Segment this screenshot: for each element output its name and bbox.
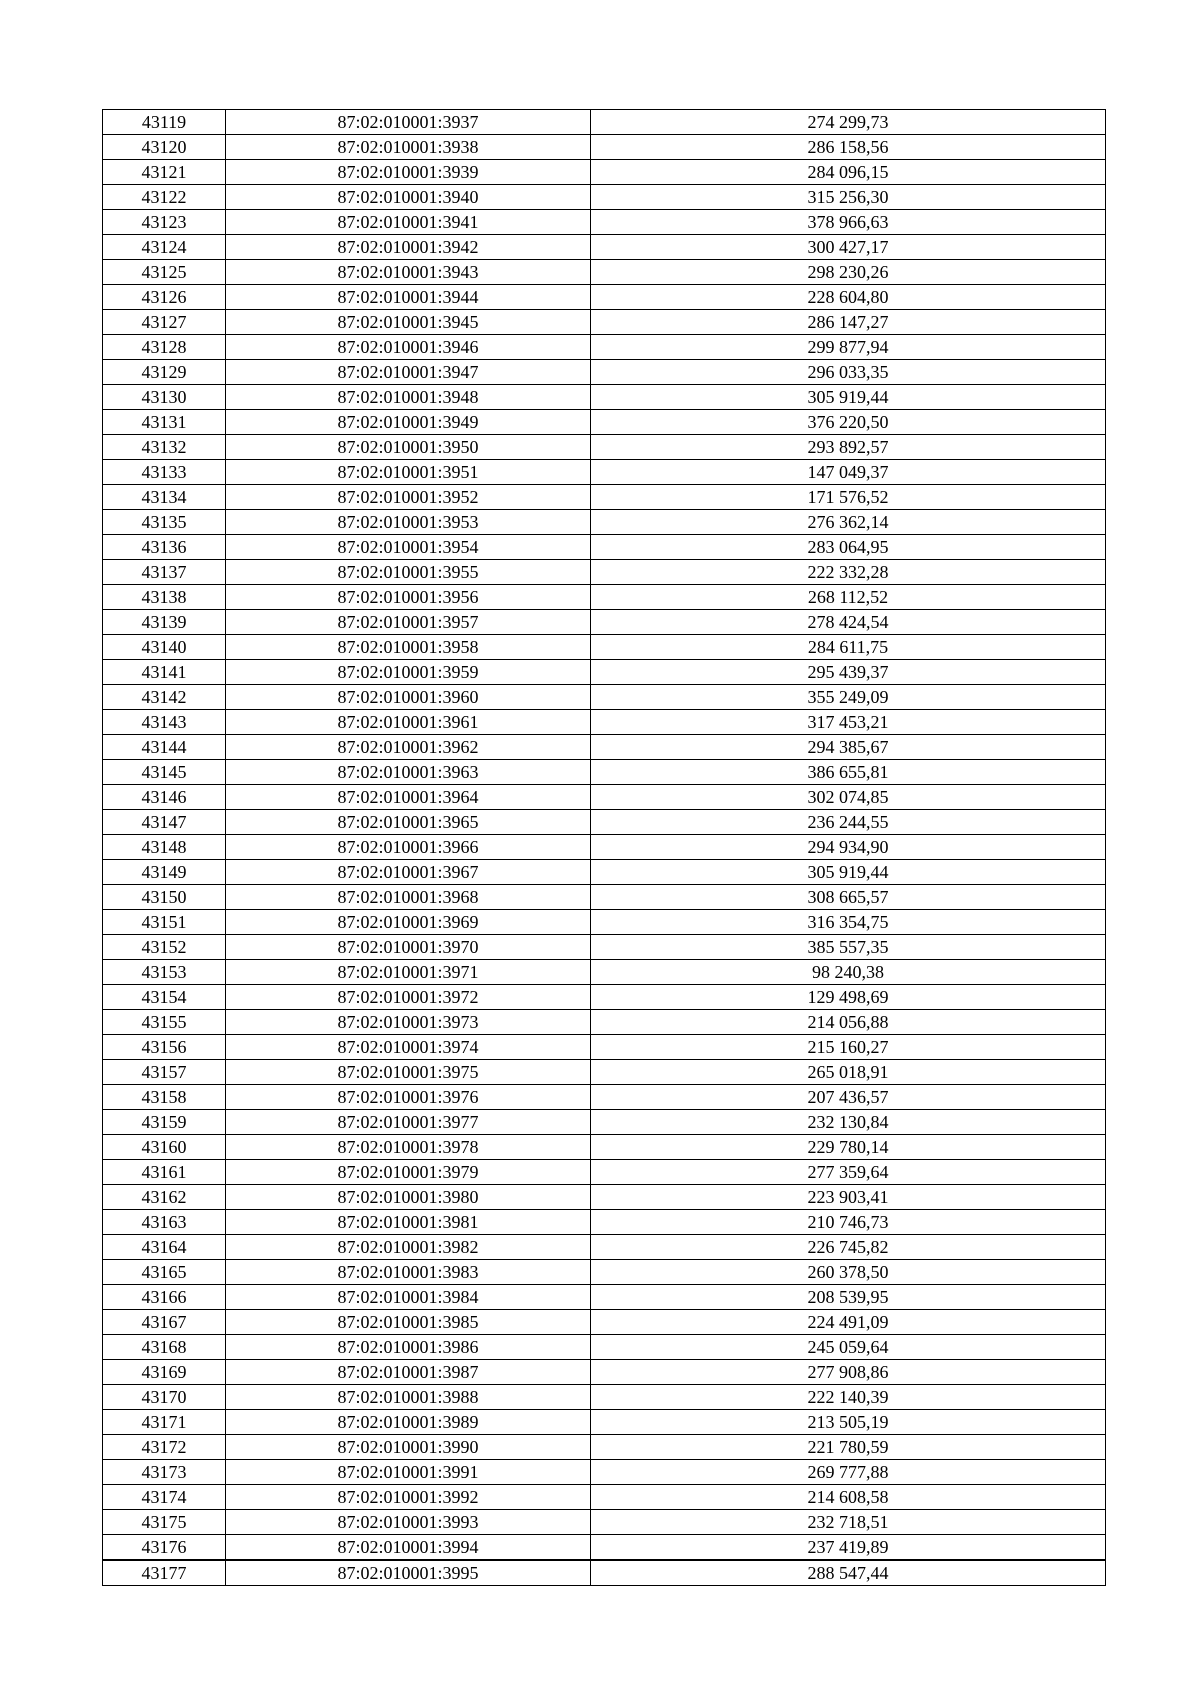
row-number-cell: 43177 [103, 1560, 226, 1586]
value-cell: 269 777,88 [591, 1460, 1106, 1485]
row-number-cell: 43161 [103, 1160, 226, 1185]
cadastral-number-cell: 87:02:010001:3987 [226, 1360, 591, 1385]
value-cell: 245 059,64 [591, 1335, 1106, 1360]
row-number-cell: 43127 [103, 310, 226, 335]
table-row [103, 1185, 1106, 1210]
table-row [103, 1560, 1106, 1586]
row-number-cell: 43133 [103, 460, 226, 485]
table-row [103, 110, 1106, 135]
table-row [103, 735, 1106, 760]
row-number-cell: 43152 [103, 935, 226, 960]
value-cell: 147 049,37 [591, 460, 1106, 485]
value-cell: 284 096,15 [591, 160, 1106, 185]
cadastral-number-cell: 87:02:010001:3975 [226, 1060, 591, 1085]
cadastral-number-cell: 87:02:010001:3954 [226, 535, 591, 560]
table-row [103, 935, 1106, 960]
cadastral-number-cell: 87:02:010001:3968 [226, 885, 591, 910]
value-cell: 288 547,44 [591, 1560, 1106, 1586]
table-row [103, 960, 1106, 985]
value-cell: 300 427,17 [591, 235, 1106, 260]
row-number-cell: 43123 [103, 210, 226, 235]
table-row [103, 685, 1106, 710]
table-row [103, 485, 1106, 510]
cadastral-number-cell: 87:02:010001:3948 [226, 385, 591, 410]
table-row [103, 1435, 1106, 1460]
row-number-cell: 43154 [103, 985, 226, 1010]
cadastral-number-cell: 87:02:010001:3950 [226, 435, 591, 460]
value-cell: 210 746,73 [591, 1210, 1106, 1235]
value-cell: 299 877,94 [591, 335, 1106, 360]
table-row [103, 285, 1106, 310]
value-cell: 98 240,38 [591, 960, 1106, 985]
row-number-cell: 43171 [103, 1410, 226, 1435]
cadastral-number-cell: 87:02:010001:3979 [226, 1160, 591, 1185]
value-cell: 278 424,54 [591, 610, 1106, 635]
row-number-cell: 43163 [103, 1210, 226, 1235]
cadastral-number-cell: 87:02:010001:3939 [226, 160, 591, 185]
table-row [103, 985, 1106, 1010]
cadastral-number-cell: 87:02:010001:3988 [226, 1385, 591, 1410]
table-row [103, 1410, 1106, 1435]
table-row [103, 835, 1106, 860]
cadastral-number-cell: 87:02:010001:3985 [226, 1310, 591, 1335]
row-number-cell: 43134 [103, 485, 226, 510]
value-cell: 232 718,51 [591, 1510, 1106, 1535]
value-cell: 274 299,73 [591, 110, 1106, 135]
row-number-cell: 43146 [103, 785, 226, 810]
cadastral-number-cell: 87:02:010001:3956 [226, 585, 591, 610]
value-cell: 277 359,64 [591, 1160, 1106, 1185]
row-number-cell: 43144 [103, 735, 226, 760]
row-number-cell: 43159 [103, 1110, 226, 1135]
value-cell: 222 140,39 [591, 1385, 1106, 1410]
cadastral-number-cell: 87:02:010001:3959 [226, 660, 591, 685]
row-number-cell: 43173 [103, 1460, 226, 1485]
row-number-cell: 43167 [103, 1310, 226, 1335]
table-row [103, 635, 1106, 660]
cadastral-number-cell: 87:02:010001:3967 [226, 860, 591, 885]
table-row [103, 185, 1106, 210]
value-cell: 260 378,50 [591, 1260, 1106, 1285]
row-number-cell: 43169 [103, 1360, 226, 1385]
cadastral-number-cell: 87:02:010001:3955 [226, 560, 591, 585]
row-number-cell: 43145 [103, 760, 226, 785]
value-cell: 283 064,95 [591, 535, 1106, 560]
table-row [103, 1385, 1106, 1410]
table-row [103, 785, 1106, 810]
value-cell: 129 498,69 [591, 985, 1106, 1010]
cadastral-number-cell: 87:02:010001:3966 [226, 835, 591, 860]
table-row [103, 760, 1106, 785]
row-number-cell: 43153 [103, 960, 226, 985]
row-number-cell: 43138 [103, 585, 226, 610]
table-body [103, 110, 1106, 1586]
cadastral-number-cell: 87:02:010001:3993 [226, 1510, 591, 1535]
value-cell: 378 966,63 [591, 210, 1106, 235]
row-number-cell: 43129 [103, 360, 226, 385]
cadastral-number-cell: 87:02:010001:3952 [226, 485, 591, 510]
cadastral-number-cell: 87:02:010001:3990 [226, 1435, 591, 1460]
table-row [103, 135, 1106, 160]
row-number-cell: 43172 [103, 1435, 226, 1460]
row-number-cell: 43165 [103, 1260, 226, 1285]
row-number-cell: 43160 [103, 1135, 226, 1160]
value-cell: 376 220,50 [591, 410, 1106, 435]
row-number-cell: 43155 [103, 1010, 226, 1035]
table-row [103, 235, 1106, 260]
value-cell: 305 919,44 [591, 385, 1106, 410]
value-cell: 214 056,88 [591, 1010, 1106, 1035]
table-row [103, 1510, 1106, 1535]
cadastral-number-cell: 87:02:010001:3969 [226, 910, 591, 935]
value-cell: 286 158,56 [591, 135, 1106, 160]
row-number-cell: 43156 [103, 1035, 226, 1060]
row-number-cell: 43120 [103, 135, 226, 160]
cadastral-number-cell: 87:02:010001:3977 [226, 1110, 591, 1135]
row-number-cell: 43128 [103, 335, 226, 360]
row-number-cell: 43166 [103, 1285, 226, 1310]
cadastral-number-cell: 87:02:010001:3989 [226, 1410, 591, 1435]
row-number-cell: 43125 [103, 260, 226, 285]
value-cell: 228 604,80 [591, 285, 1106, 310]
table-row [103, 560, 1106, 585]
cadastral-number-cell: 87:02:010001:3960 [226, 685, 591, 710]
cadastral-value-table [102, 109, 1106, 1586]
cadastral-number-cell: 87:02:010001:3940 [226, 185, 591, 210]
cadastral-number-cell: 87:02:010001:3942 [226, 235, 591, 260]
value-cell: 223 903,41 [591, 1185, 1106, 1210]
row-number-cell: 43149 [103, 860, 226, 885]
value-cell: 386 655,81 [591, 760, 1106, 785]
cadastral-number-cell: 87:02:010001:3961 [226, 710, 591, 735]
row-number-cell: 43136 [103, 535, 226, 560]
table-row [103, 1010, 1106, 1035]
table-row [103, 810, 1106, 835]
row-number-cell: 43135 [103, 510, 226, 535]
value-cell: 208 539,95 [591, 1285, 1106, 1310]
cadastral-number-cell: 87:02:010001:3938 [226, 135, 591, 160]
value-cell: 295 439,37 [591, 660, 1106, 685]
value-cell: 284 611,75 [591, 635, 1106, 660]
value-cell: 236 244,55 [591, 810, 1106, 835]
value-cell: 316 354,75 [591, 910, 1106, 935]
row-number-cell: 43162 [103, 1185, 226, 1210]
cadastral-number-cell: 87:02:010001:3957 [226, 610, 591, 635]
value-cell: 207 436,57 [591, 1085, 1106, 1110]
cadastral-number-cell: 87:02:010001:3991 [226, 1460, 591, 1485]
value-cell: 265 018,91 [591, 1060, 1106, 1085]
row-number-cell: 43168 [103, 1335, 226, 1360]
value-cell: 276 362,14 [591, 510, 1106, 535]
value-cell: 222 332,28 [591, 560, 1106, 585]
table-row [103, 310, 1106, 335]
row-number-cell: 43137 [103, 560, 226, 585]
value-cell: 355 249,09 [591, 685, 1106, 710]
row-number-cell: 43176 [103, 1535, 226, 1561]
value-cell: 385 557,35 [591, 935, 1106, 960]
cadastral-number-cell: 87:02:010001:3978 [226, 1135, 591, 1160]
value-cell: 215 160,27 [591, 1035, 1106, 1060]
row-number-cell: 43151 [103, 910, 226, 935]
table-row [103, 885, 1106, 910]
table-row [103, 610, 1106, 635]
cadastral-number-cell: 87:02:010001:3994 [226, 1535, 591, 1561]
row-number-cell: 43139 [103, 610, 226, 635]
value-cell: 293 892,57 [591, 435, 1106, 460]
cadastral-number-cell: 87:02:010001:3958 [226, 635, 591, 660]
table-row [103, 1360, 1106, 1385]
table-row [103, 1060, 1106, 1085]
cadastral-number-cell: 87:02:010001:3970 [226, 935, 591, 960]
table-row [103, 410, 1106, 435]
cadastral-number-cell: 87:02:010001:3984 [226, 1285, 591, 1310]
row-number-cell: 43157 [103, 1060, 226, 1085]
table-row [103, 385, 1106, 410]
cadastral-number-cell: 87:02:010001:3937 [226, 110, 591, 135]
cadastral-number-cell: 87:02:010001:3973 [226, 1010, 591, 1035]
cadastral-number-cell: 87:02:010001:3965 [226, 810, 591, 835]
row-number-cell: 43175 [103, 1510, 226, 1535]
cadastral-number-cell: 87:02:010001:3953 [226, 510, 591, 535]
row-number-cell: 43150 [103, 885, 226, 910]
value-cell: 224 491,09 [591, 1310, 1106, 1335]
cadastral-number-cell: 87:02:010001:3949 [226, 410, 591, 435]
cadastral-number-cell: 87:02:010001:3945 [226, 310, 591, 335]
row-number-cell: 43164 [103, 1235, 226, 1260]
table-row [103, 1535, 1106, 1561]
table-row [103, 260, 1106, 285]
row-number-cell: 43174 [103, 1485, 226, 1510]
value-cell: 302 074,85 [591, 785, 1106, 810]
table-row [103, 535, 1106, 560]
table-row [103, 460, 1106, 485]
value-cell: 214 608,58 [591, 1485, 1106, 1510]
table-row [103, 1285, 1106, 1310]
table-row [103, 1160, 1106, 1185]
row-number-cell: 43124 [103, 235, 226, 260]
value-cell: 286 147,27 [591, 310, 1106, 335]
value-cell: 296 033,35 [591, 360, 1106, 385]
table-row [103, 1035, 1106, 1060]
value-cell: 294 934,90 [591, 835, 1106, 860]
cadastral-number-cell: 87:02:010001:3951 [226, 460, 591, 485]
row-number-cell: 43121 [103, 160, 226, 185]
value-cell: 317 453,21 [591, 710, 1106, 735]
row-number-cell: 43147 [103, 810, 226, 835]
row-number-cell: 43130 [103, 385, 226, 410]
value-cell: 229 780,14 [591, 1135, 1106, 1160]
table-row [103, 1460, 1106, 1485]
value-cell: 226 745,82 [591, 1235, 1106, 1260]
table-row [103, 585, 1106, 610]
cadastral-number-cell: 87:02:010001:3963 [226, 760, 591, 785]
table-row [103, 1085, 1106, 1110]
row-number-cell: 43170 [103, 1385, 226, 1410]
table-row [103, 1235, 1106, 1260]
table-row [103, 660, 1106, 685]
cadastral-number-cell: 87:02:010001:3964 [226, 785, 591, 810]
cadastral-number-cell: 87:02:010001:3947 [226, 360, 591, 385]
row-number-cell: 43140 [103, 635, 226, 660]
cadastral-number-cell: 87:02:010001:3980 [226, 1185, 591, 1210]
value-cell: 315 256,30 [591, 185, 1106, 210]
row-number-cell: 43122 [103, 185, 226, 210]
row-number-cell: 43126 [103, 285, 226, 310]
row-number-cell: 43132 [103, 435, 226, 460]
table-row [103, 335, 1106, 360]
cadastral-number-cell: 87:02:010001:3995 [226, 1560, 591, 1586]
value-cell: 171 576,52 [591, 485, 1106, 510]
value-cell: 268 112,52 [591, 585, 1106, 610]
table-row [103, 1135, 1106, 1160]
table-row [103, 710, 1106, 735]
cadastral-number-cell: 87:02:010001:3972 [226, 985, 591, 1010]
table-row [103, 360, 1106, 385]
table-row [103, 1260, 1106, 1285]
table-row [103, 1485, 1106, 1510]
cadastral-number-cell: 87:02:010001:3971 [226, 960, 591, 985]
table-row [103, 1335, 1106, 1360]
value-cell: 221 780,59 [591, 1435, 1106, 1460]
row-number-cell: 43143 [103, 710, 226, 735]
table-row [103, 860, 1106, 885]
document-table-container [102, 109, 1105, 1586]
value-cell: 213 505,19 [591, 1410, 1106, 1435]
row-number-cell: 43119 [103, 110, 226, 135]
value-cell: 277 908,86 [591, 1360, 1106, 1385]
value-cell: 308 665,57 [591, 885, 1106, 910]
value-cell: 305 919,44 [591, 860, 1106, 885]
row-number-cell: 43142 [103, 685, 226, 710]
row-number-cell: 43141 [103, 660, 226, 685]
value-cell: 232 130,84 [591, 1110, 1106, 1135]
table-row [103, 910, 1106, 935]
cadastral-number-cell: 87:02:010001:3943 [226, 260, 591, 285]
cadastral-number-cell: 87:02:010001:3974 [226, 1035, 591, 1060]
cadastral-number-cell: 87:02:010001:3976 [226, 1085, 591, 1110]
table-row [103, 435, 1106, 460]
cadastral-number-cell: 87:02:010001:3944 [226, 285, 591, 310]
table-row [103, 1310, 1106, 1335]
cadastral-number-cell: 87:02:010001:3992 [226, 1485, 591, 1510]
table-row [103, 160, 1106, 185]
cadastral-number-cell: 87:02:010001:3962 [226, 735, 591, 760]
table-row [103, 1210, 1106, 1235]
value-cell: 294 385,67 [591, 735, 1106, 760]
cadastral-number-cell: 87:02:010001:3986 [226, 1335, 591, 1360]
cadastral-number-cell: 87:02:010001:3983 [226, 1260, 591, 1285]
cadastral-number-cell: 87:02:010001:3946 [226, 335, 591, 360]
row-number-cell: 43148 [103, 835, 226, 860]
table-row [103, 510, 1106, 535]
table-row [103, 1110, 1106, 1135]
table-row [103, 210, 1106, 235]
cadastral-number-cell: 87:02:010001:3941 [226, 210, 591, 235]
row-number-cell: 43158 [103, 1085, 226, 1110]
value-cell: 298 230,26 [591, 260, 1106, 285]
row-number-cell: 43131 [103, 410, 226, 435]
cadastral-number-cell: 87:02:010001:3981 [226, 1210, 591, 1235]
cadastral-number-cell: 87:02:010001:3982 [226, 1235, 591, 1260]
value-cell: 237 419,89 [591, 1535, 1106, 1561]
